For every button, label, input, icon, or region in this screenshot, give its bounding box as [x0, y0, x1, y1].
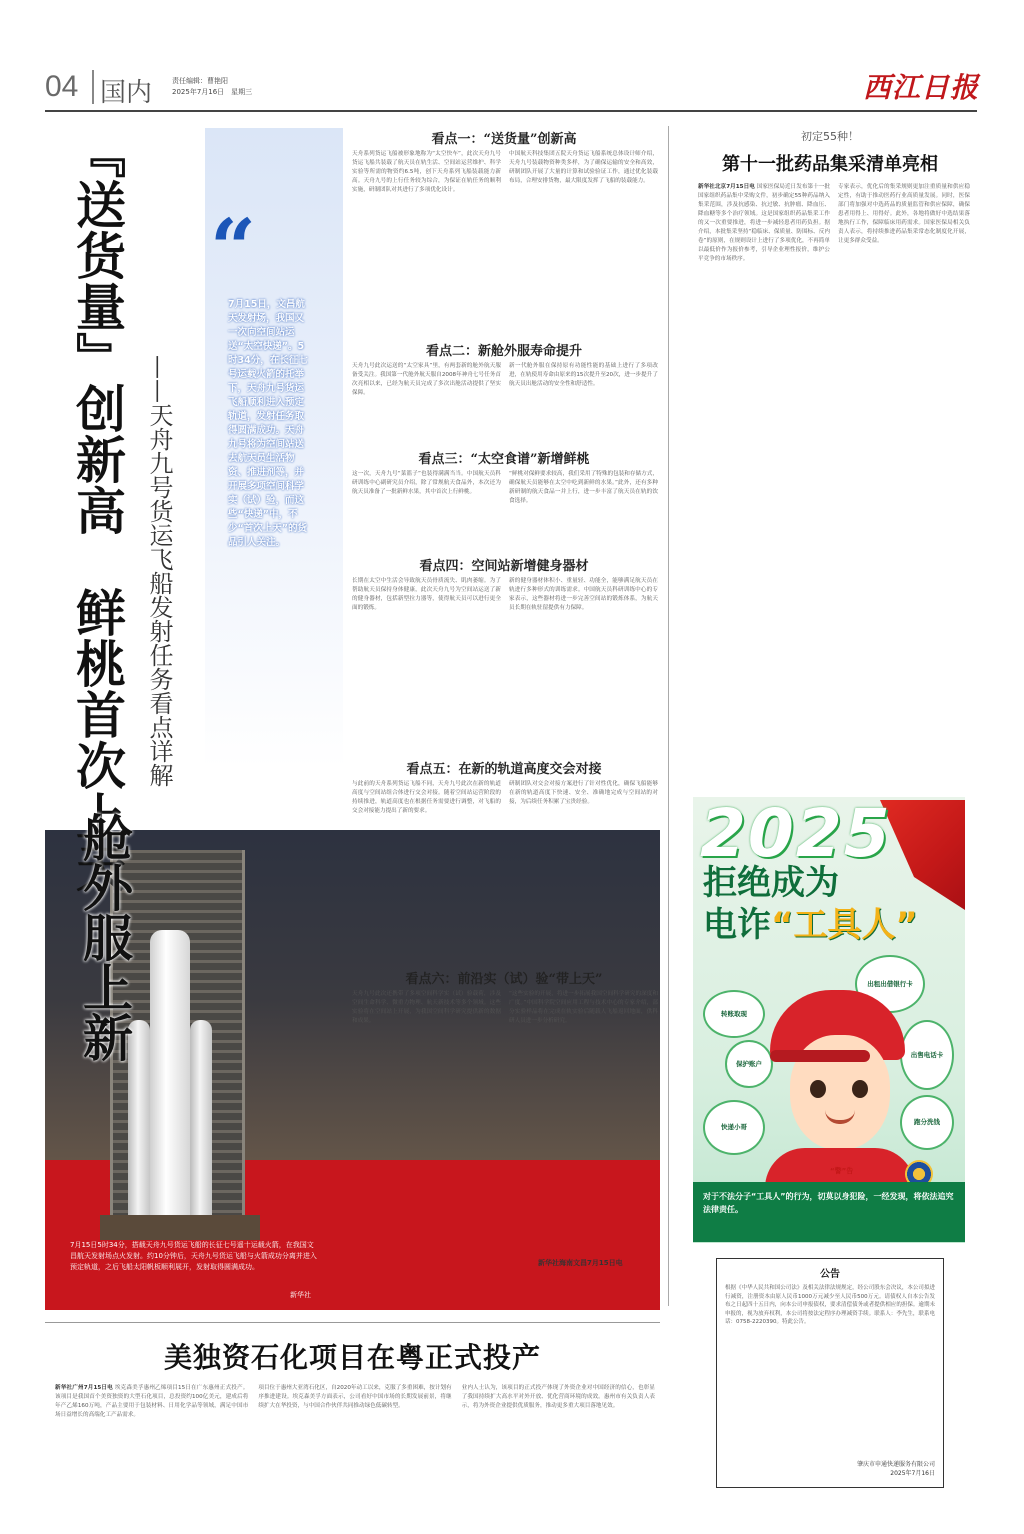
body-text-a: 国家医保局近日发布第十一批国家组织药品集中采购文件，初步确定55种药品纳入集采范围，涉及抗感染、抗过敏、抗肿瘤、降血压、降血糖等多个治疗领域。这是国家组织药品集采工作的又一次重要推进，将进一步减轻患者用药负担。据介绍，本批集采坚持“稳临床、保质量、防围标、反内卷”的原则，在规则设计上进行了多项优化，不再简单以最低价作为报价参考，引导企业理性报价，维护公平竞争的市场秩序。: [698, 184, 830, 262]
main-headline-part2: 舱外服上新: [75, 812, 133, 1062]
poster-footer: 对于不法分子“工具人”的行为，切莫以身犯险，一经发现，将依法追究法律责任。: [693, 1182, 965, 1242]
poster-title-line1: 拒绝成为: [703, 863, 839, 903]
main-headline: 『送货量』创新高 鲜桃首次上天: [68, 128, 126, 893]
photo-caption: 7月15日5时34分，搭载天舟九号货运飞船的长征七号遥十运载火箭，在我国文昌航天发射场点火发射。约10分钟后，天舟九号货运飞船与火箭成功分离并进入预定轨道，之后飞船太阳帆板顺利展开，发射取得圆满成功。: [70, 1241, 317, 1271]
speech-bubble: 出租出借银行卡: [855, 955, 925, 1013]
section-title: 看点一：“送货量”创新高: [431, 132, 577, 147]
sub-headline: ——天舟九号货运飞船发射任务看点详解: [145, 355, 173, 787]
notice-signature: [725, 1460, 935, 1478]
page-number: 04: [45, 70, 79, 103]
notice-signer: 肇庆市申通快递服务有限公司: [856, 1461, 935, 1468]
kid-cap-brim: [770, 1050, 870, 1062]
section-title: 看点四：空间站新增健身器材: [419, 559, 589, 574]
body-text: 与此前的天舟系列货运飞船不同，天舟九号此次在新的轨道高度与空间站组合体进行交会对接。随着空间站运营阶段的持续推进，轨道高度也在根据任务需要进行调整，对飞船的交会对接能力提出了新的要求。: [352, 781, 501, 814]
body-text: “这些实验的开展，将进一步拓展我国空间科学研究的深度和广度。”中国科学院空间应用工程与技术中心的专家介绍，部分实验样品将在完成在轨实验后随载人飞船返回地面，供科研人员进一步分析研究。: [509, 991, 658, 1024]
body-text: 这一次，天舟九号“菜篮子”也装得满满当当。中国航天员科研训练中心副研究员介绍，除了常规航天食品外，本次还为航天员准备了一批新鲜水果，其中首次上行鲜桃。: [352, 471, 501, 495]
body-text: 业内人士认为，该项目的正式投产体现了外资企业对中国经济的信心，也彰显了我国持续扩大高水平对外开放、优化营商环境的成效。惠州市有关负责人表示，将为外资企业提供优质服务，推动更多重大项目落地见效。: [461, 1385, 655, 1409]
body-text-a: 埃克森美孚惠州乙烯项目15日在广东惠州正式投产。该项目是我国首个美资独资的大型石化项目，总投资约100亿美元，建成后将年产乙烯160万吨，产品主要用于包装材料、日用化学品等领域，满足中国市场日益增长的高端化工产品需求。: [55, 1385, 249, 1418]
section-title: 看点三：“太空食谱”新增鲜桃: [418, 452, 590, 467]
body-text: [55, 1384, 248, 1492]
notice-body: 根据《中华人民共和国公司法》及相关法律法规规定，经公司股东会决议，本公司拟进行减资，注册资本由原人民币1000万元减少至人民币500万元。请债权人自本公告发布之日起四十五日内，向本公司申报债权，要求清偿债务或者提供相应的担保。逾期未申报的，视为放弃权利，本公司将按法定程序办理减资手续。联系人：李先生，联系电话：0758-2220390。特此公告。: [725, 1285, 935, 1325]
header-separator: [92, 70, 94, 104]
poster-title-highlight: “工具人”: [771, 905, 918, 945]
poster-title-prefix: 电诈: [703, 905, 771, 945]
body-text: 天舟九号此次运送的“太空家具”里，有两套新的舱外航天服备受关注。我国第一代舱外航天服自2008年神舟七号任务首次亮相以来，已经为航天员完成了多次出舱活动提供了坚实保障。: [352, 363, 501, 396]
body-text: “鲜桃对保鲜要求较高，我们采用了特殊的包装和存储方式，确保航天员能够在太空中吃到新鲜的水果。”此外，还有多种新研制的航天食品一并上行，进一步丰富了航天员在轨的饮食选择。: [509, 471, 658, 504]
photo-credit: 新华社: [290, 1291, 311, 1299]
body-text: 新一代舱外服在保持原有功能性能的基础上进行了多项改进，在轨使用寿命由原来的15次提升至20次，进一步提升了航天员出舱活动的安全性和舒适性。: [509, 363, 658, 387]
speech-bubble: 保护账户: [725, 1040, 773, 1088]
lead-quote: 7月15日，文昌航天发射场，我国又一次向空间站运送“太空快递”。5时34分，在长征七号运载火箭的托举下，天舟九号货运飞船顺利进入预定轨道，发射任务取得圆满成功。天舟九号将为空间站送去航天员生活物资、推进剂等，并开展多项空间科学实（试）验，而这些“快递”中，不少“首次上天”的货品引人关注。: [228, 299, 308, 548]
notice-title: 公告: [820, 1269, 840, 1280]
right-headline: 第十一批药品集采清单亮相: [722, 154, 938, 175]
bottom-rule: [45, 1322, 660, 1323]
section-body: [352, 362, 658, 434]
section-body: [352, 577, 658, 745]
poster-tag: “警”告: [830, 1167, 854, 1175]
rocket-body: [150, 930, 190, 1220]
legal-notice: [716, 1258, 944, 1488]
section-body: [352, 780, 658, 952]
body-text: 长期在太空中生活会导致航天员骨质流失、肌肉萎缩。为了帮助航天员保持身体健康，此次天舟九号为空间站运送了新的健身器材，包括新型拉力器等，使得航天员可以进行更全面的锻炼。: [352, 578, 501, 611]
speech-bubble: 转账取现: [703, 990, 765, 1038]
speech-bubble: 快递小哥: [703, 1100, 765, 1155]
editor-line: 责任编辑：曹艳阳: [172, 77, 228, 85]
body-text: [698, 183, 830, 738]
body-text: 中国航天科技集团五院天舟货运飞船系统总体设计师介绍，天舟九号装载物资种类多样，为了确保运输的安全和高效，研制团队开展了大量的计算和试验验证工作，通过优化装载布局，合理安排货物，最大限度发挥了飞船的装载能力。: [509, 151, 658, 184]
kid-eye: [810, 1080, 826, 1098]
section-title: 看点五：在新的轨道高度交会对接: [406, 762, 602, 777]
dateline: 新华社北京7月15日电: [698, 184, 755, 190]
bottom-body: [55, 1384, 655, 1492]
body-text: 项目位于惠州大亚湾石化区，自2020年动工以来，克服了多重困难，按计划有序推进建设。埃克森美孚方面表示，公司看好中国市场的长期发展前景，将继续扩大在华投资，与中国合作伙伴共同推动绿色低碳转型。: [258, 1385, 452, 1409]
right-kicker: 初定55种！: [801, 130, 859, 143]
notice-date: 2025年7月16日: [890, 1470, 935, 1477]
body-text: 天舟九号此次还携带了多项空间科学实（试）验载荷，涉及空间生命科学、微重力物理、航天新技术等多个领域。这些实验将在空间站上开展，为我国空间科学研究提供新的数据和成果。: [352, 991, 501, 1024]
body-text: 新的健身器材体积小、重量轻、功能全，能够满足航天员在轨进行多种形式的训练需求。中国航天员科研训练中心的专家表示，这些器材将进一步完善空间站的锻炼体系，为航天员长期在轨驻留提供有力保障。: [509, 578, 658, 611]
right-body: [698, 183, 970, 738]
body-text: 天舟系列货运飞船被形象地称为“太空快车”，此次天舟九号货运飞船共装载了航天员在轨生活、空间站运营维护、科学实验等所需的物资约6.5吨，创下天舟系列飞船装载能力新高。天舟九号的上行任务较为综合，为保证在轨任务的顺利实施，研制团队对其进行了多项优化设计。: [352, 151, 501, 193]
bottom-headline: 美独资石化项目在粤正式投产: [163, 1341, 541, 1374]
section-body: [352, 470, 658, 542]
poster-title: [703, 862, 918, 946]
quote-mark-icon: “: [210, 201, 257, 295]
dateline: 新华社广州7月15日电: [55, 1385, 113, 1391]
section-body: [352, 150, 658, 322]
kid-eye: [852, 1080, 868, 1098]
header-meta: [172, 76, 252, 98]
column-divider: [668, 126, 669, 1306]
date-line: 2025年7月16日 星期三: [172, 88, 253, 96]
body-text: 研制团队对交会对接方案进行了针对性优化，确保飞船能够在新的轨道高度下快速、安全、准确地完成与空间站的对接，为后续任务积累了宝贵经验。: [509, 781, 658, 805]
poster-year: 2025: [700, 795, 892, 872]
section-body: [352, 990, 658, 1250]
section-name: 国内: [100, 78, 153, 108]
article-credit: 新华社海南文昌7月15日电: [538, 1259, 623, 1267]
paper-logo: 西江日报: [862, 71, 979, 104]
speech-bubble: 出售电话卡: [900, 1020, 954, 1090]
speech-bubble: 跑分洗钱: [900, 1095, 954, 1150]
poster-title-line2: [703, 904, 918, 946]
section-title: 看点二：新舱外服寿命提升: [425, 344, 582, 359]
section-title: 看点六：前沿实（试）验“带上天”: [405, 972, 603, 987]
body-text: 专家表示，优化后的集采规则更加注重质量和供应稳定性，有助于推动医药行业高质量发展。同时，医保部门将加强对中选药品的质量监管和供应保障，确保患者用得上、用得好。此外，各地将做好中选结果落地执行工作，保障临床用药需求。国家医保局相关负责人表示，将持续推进药品集采常态化制度化开展，让更多群众受益。: [838, 184, 970, 244]
header-rule: [45, 110, 977, 112]
rocket-booster-right: [190, 1020, 212, 1220]
launch-pad: [100, 1215, 260, 1240]
